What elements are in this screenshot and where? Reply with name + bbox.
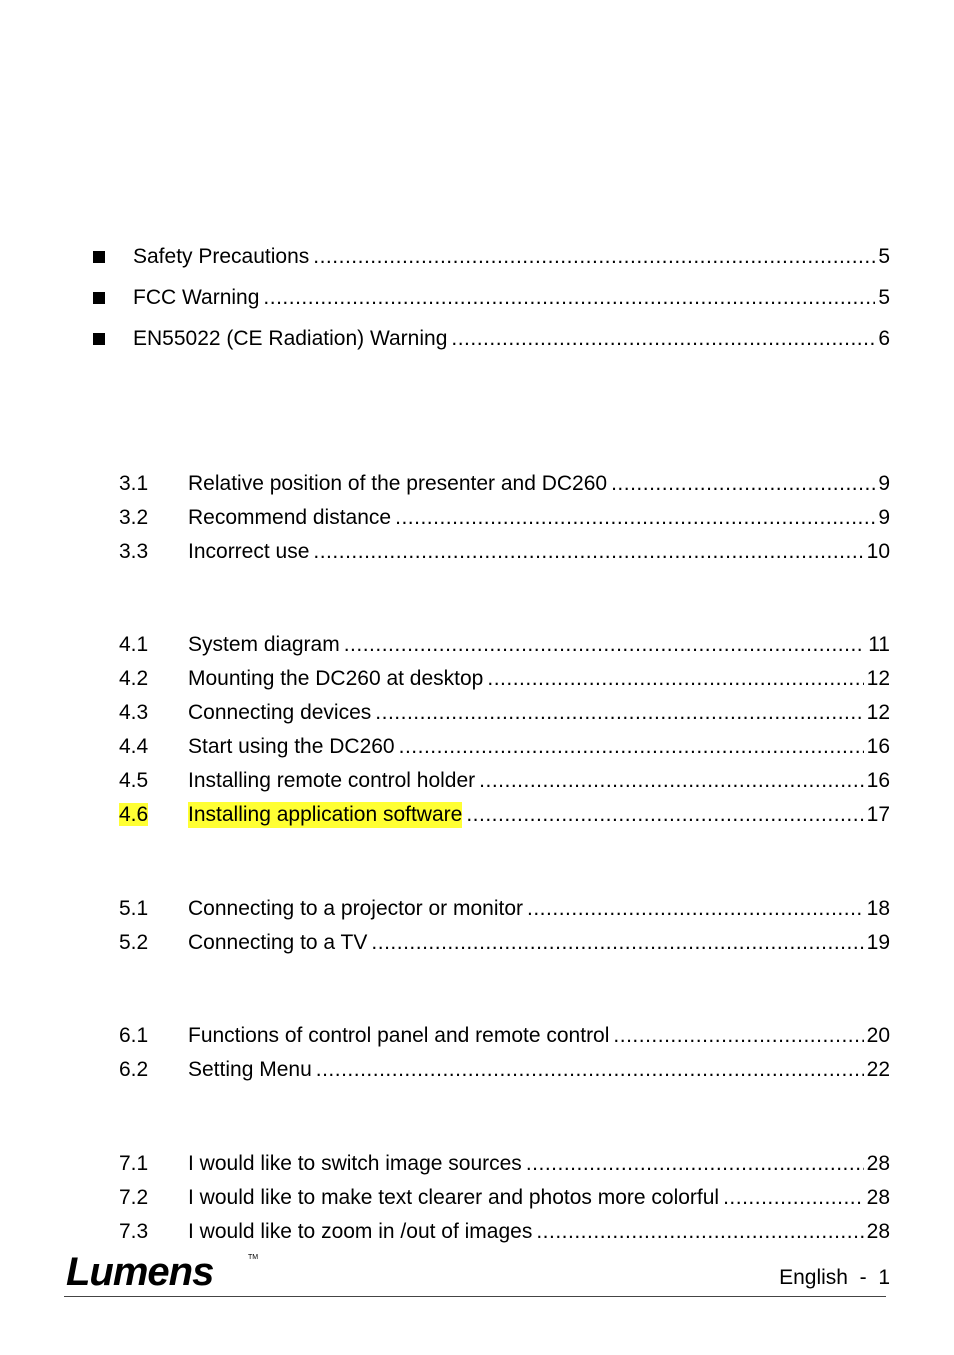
leader-dots [611,471,875,497]
leader-dots [527,896,864,922]
toc-page: 5 [878,286,890,309]
toc-entry-4-1[interactable] [119,632,890,658]
toc-page: 12 [866,701,890,724]
toc-number: 5.2 [119,931,149,954]
leader-dots [263,285,875,311]
square-bullet-icon [93,333,105,345]
toc-entry-4-3[interactable] [119,700,890,726]
toc-page: 6 [878,327,890,350]
toc-entry-3-2[interactable] [119,505,890,531]
toc-entry-5-2[interactable] [119,930,890,956]
toc-entry-4-6[interactable] [119,802,890,828]
toc-title: Mounting the DC260 at desktop [188,667,484,690]
leader-dots [466,802,863,828]
toc-entry-4-2[interactable] [119,666,890,692]
toc-entry-6-2[interactable] [119,1057,890,1083]
toc-entry-fcc-warning[interactable] [93,285,890,311]
highlight-mark: 4.6 [119,803,149,826]
toc-entry-7-3[interactable] [119,1219,890,1245]
toc-entry-5-1[interactable] [119,896,890,922]
toc-page: 19 [866,931,890,954]
toc-title: Installing remote control holder [188,769,476,792]
toc-number: 6.2 [119,1058,149,1081]
toc-entry-safety-precautions[interactable] [93,244,890,270]
footer-page-label: English - 1 [779,1266,890,1289]
logo-wordmark: Lumens [66,1250,214,1291]
toc-number: 7.1 [119,1152,149,1175]
leader-dots [487,666,863,692]
toc-page: 28 [866,1152,890,1175]
toc-entry-4-4[interactable] [119,734,890,760]
toc-number: 3.3 [119,540,149,563]
toc-number: 3.2 [119,506,149,529]
toc-number: 4.1 [119,633,149,656]
toc-title: Connecting devices [188,701,372,724]
toc-entry-3-3[interactable] [119,539,890,565]
toc-number: 4.2 [119,667,149,690]
toc-title: Relative position of the presenter and DC260 [188,472,608,495]
toc-entry-3-1[interactable] [119,471,890,497]
toc-title: I would like to switch image sources [188,1152,522,1175]
toc-page: 18 [866,897,890,920]
toc-page: 16 [866,769,890,792]
toc-title: FCC Warning [133,286,260,309]
toc-page: 20 [866,1024,890,1047]
toc-entry-en55022-warning[interactable] [93,326,890,352]
footer-divider [64,1296,886,1297]
leader-dots [313,244,875,270]
toc-title: System diagram [188,633,340,656]
leader-dots [479,768,863,794]
toc-page: 28 [866,1220,890,1243]
toc-title: Connecting to a projector or monitor [188,897,524,920]
toc-page: 28 [866,1186,890,1209]
toc-title: Recommend distance [188,506,392,529]
leader-dots [344,632,865,658]
toc-title: Incorrect use [188,540,310,563]
toc-page: 16 [866,735,890,758]
toc-page: 10 [866,540,890,563]
toc-entry-7-2[interactable] [119,1185,890,1211]
leader-dots [316,1057,864,1083]
trademark-mark: TM [248,1254,259,1261]
toc-page: 22 [866,1058,890,1081]
toc-number: 7.3 [119,1220,149,1243]
toc-entry-6-1[interactable] [119,1023,890,1049]
leader-dots [395,505,875,531]
toc-title: EN55022 (CE Radiation) Warning [133,327,448,350]
leader-dots [613,1023,863,1049]
toc-number-highlighted [119,802,188,828]
lumens-logo [64,1249,264,1296]
leader-dots [723,1185,864,1211]
toc-number: 4.5 [119,769,149,792]
square-bullet-icon [93,292,105,304]
square-bullet-icon [93,251,105,263]
toc-page: 12 [866,667,890,690]
toc-number: 7.2 [119,1186,149,1209]
leader-dots [313,539,863,565]
toc-number: 3.1 [119,472,149,495]
leader-dots [536,1219,863,1245]
toc-page: 11 [868,633,890,656]
toc-page: 5 [878,245,890,268]
toc-title: Connecting to a TV [188,931,368,954]
toc-title: Functions of control panel and remote control [188,1024,610,1047]
leader-dots [451,326,875,352]
toc-number: 6.1 [119,1024,149,1047]
toc-title: Safety Precautions [133,245,310,268]
toc-title-highlighted: Installing application software [188,803,463,826]
toc-number: 4.4 [119,735,149,758]
toc-entry-4-5[interactable] [119,768,890,794]
leader-dots [371,930,863,956]
toc-number: 5.1 [119,897,149,920]
toc-title: I would like to make text clearer and photos more colorful [188,1186,720,1209]
leader-dots [375,700,863,726]
toc-entry-7-1[interactable] [119,1151,890,1177]
leader-dots [526,1151,864,1177]
toc-page: 9 [878,472,890,495]
toc-page: 9 [878,506,890,529]
toc-title: I would like to zoom in /out of images [188,1220,533,1243]
toc-title: Start using the DC260 [188,735,395,758]
leader-dots [399,734,864,760]
toc-title: Setting Menu [188,1058,312,1081]
toc-page: 17 [866,803,890,826]
toc-number: 4.3 [119,701,149,724]
